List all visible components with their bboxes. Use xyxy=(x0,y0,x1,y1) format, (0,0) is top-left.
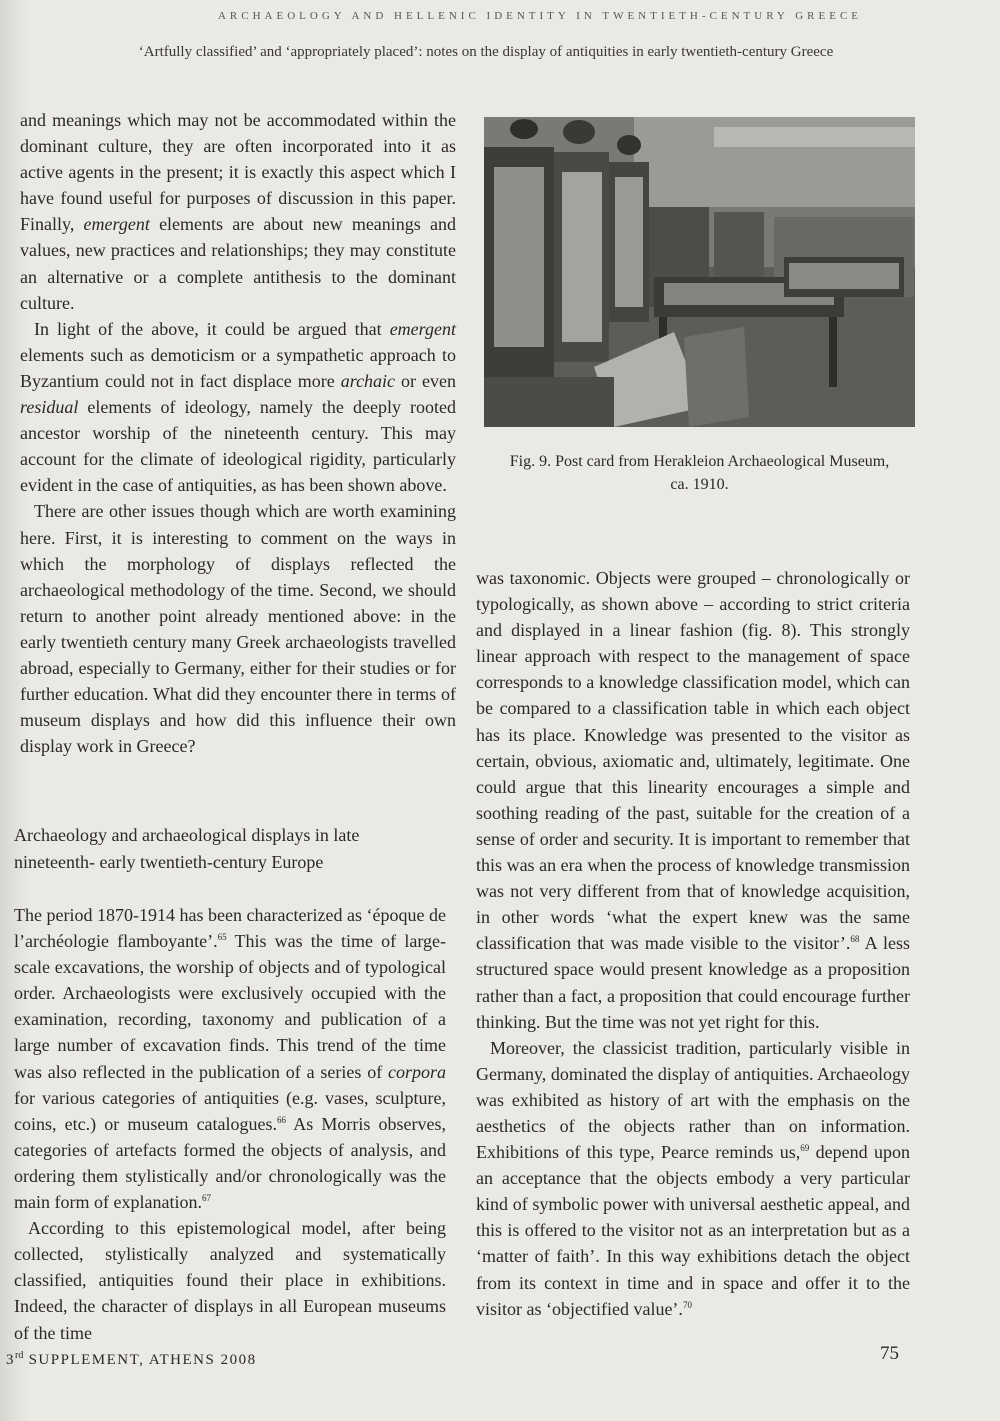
footer-supplement: 3rd SUPPLEMENT, ATHENS 2008 xyxy=(6,1350,257,1368)
article-title: ‘Artfully classified’ and ‘appropriately placed’: notes on the display of antiquities in early twentieth-century Greece xyxy=(138,44,834,60)
figure-caption: Fig. 9. Post card from Herakleion Archaeological Museum, ca. 1910. xyxy=(509,453,890,493)
right-column xyxy=(476,565,910,1322)
paragraph: and meanings which may not be accommodated within the dominant culture, they are often incorporated into it as active agents in the present; it is exactly this aspect which I have found useful for purposes of discussion in this paper. Finally, emergent elements are about new meanings and values, new practices and relationships; they may constitute an alternative or a complete antithesis to the dominant culture. xyxy=(20,110,456,313)
left-column-bottom xyxy=(14,902,446,1346)
running-head: ARCHAEOLOGY AND HELLENIC IDENTITY IN TWENTIETH-CENTURY GREECE xyxy=(217,10,862,22)
paragraph: Moreover, the classicist tradition, particularly visible in Germany, dominated the display of antiquities. Archaeology was exhibited as history of art with the emphasis on the aesthetics of the objects rather than on information. Exhibitions of this type, Pearce reminds us,$^{69}$ depend upon an acceptance that the objects embody a very particular kind of symbolic power with universal aesthetic appeal, and this is offered to the visitor not as an interpretation but as a ‘matter of faith’. In this way exhibitions detach the object from its context in time and in space and offer it to the visitor as ‘objectified value’.$^{70}$ xyxy=(476,1037,910,1319)
paragraph: was taxonomic. Objects were grouped – chronologically or typologically, as shown above – according to strict criteria and displayed in a linear fashion (fig. 8). This strongly linear approach with respect to the management of space corresponds to a knowledge classification model, which can be compared to a classification table in which each object has its place. Knowledge was presented to the visitor as certain, obvious, axiomatic and, ultimately, legitimate. One could argue that this linearity encourages a simple and soothing reading of the past, suitable for the creation of a sense of order and security. It is important to remember that this was an era when the process of knowledge transmission was not very different from that of knowledge acquisition, in other words ‘what the expert knew was the same classification that was made visible to the visitor’.$^{68}$ A less structured space would present knowledge as a proposition rather than a fact, a proposition that could encourage further thinking. But the time was not yet right for this. xyxy=(476,568,910,1032)
page-number: 75 xyxy=(880,1343,899,1364)
paragraph: The period 1870-1914 has been characterized as ‘époque de l’archéologie flamboyante’.$^{65}$ This was the time of large-scale excavations, the worship of objects and of typological order. Archaeologists were exclusively occupied with the examination, recording, taxonomy and publication of a large number of excavation finds. This trend of the time was also reflected in the publication of a series of corpora for various categories of antiquities (e.g. vases, sculpture, coins, etc.) or museum catalogues.$^{66}$ As Morris observes, categories of artefacts formed the objects of analysis, and ordering them stylistically and/or chronologically was the main form of explanation.$^{67}$ xyxy=(14,905,446,1213)
left-column-top xyxy=(20,107,456,759)
museum-postcard-photo xyxy=(484,117,915,427)
paragraph: In light of the above, it could be argued that emergent elements such as demoticism or a sympathetic approach to Byzantium could not in fact displace more archaic or even residual elements of ideology, namely the deeply rooted ancestor worship of the nineteenth century. This may account for the climate of ideological rigidity, particularly evident in the case of antiquities, as has been shown above. xyxy=(20,318,456,496)
paragraph: According to this epistemological model, after being collected, stylistically analyzed and systematically classified, antiquities found their place in exhibitions. Indeed, the character of displays in all European museums of the time xyxy=(14,1218,446,1343)
paragraph: There are other issues though which are worth examining here. First, it is interesting to comment on the ways in which the morphology of displays reflected the archaeological methodology of the time. Second, we should return to another point already mentioned above: in the early twentieth century many Greek archaeologists travelled abroad, especially to Germany, either for their studies or for further education. What did they encounter there in terms of museum displays and how did this influence their own display work in Greece? xyxy=(20,501,456,757)
section-heading: Archaeology and archaeological displays in late nineteenth- early twentieth-century Europe xyxy=(14,825,360,872)
